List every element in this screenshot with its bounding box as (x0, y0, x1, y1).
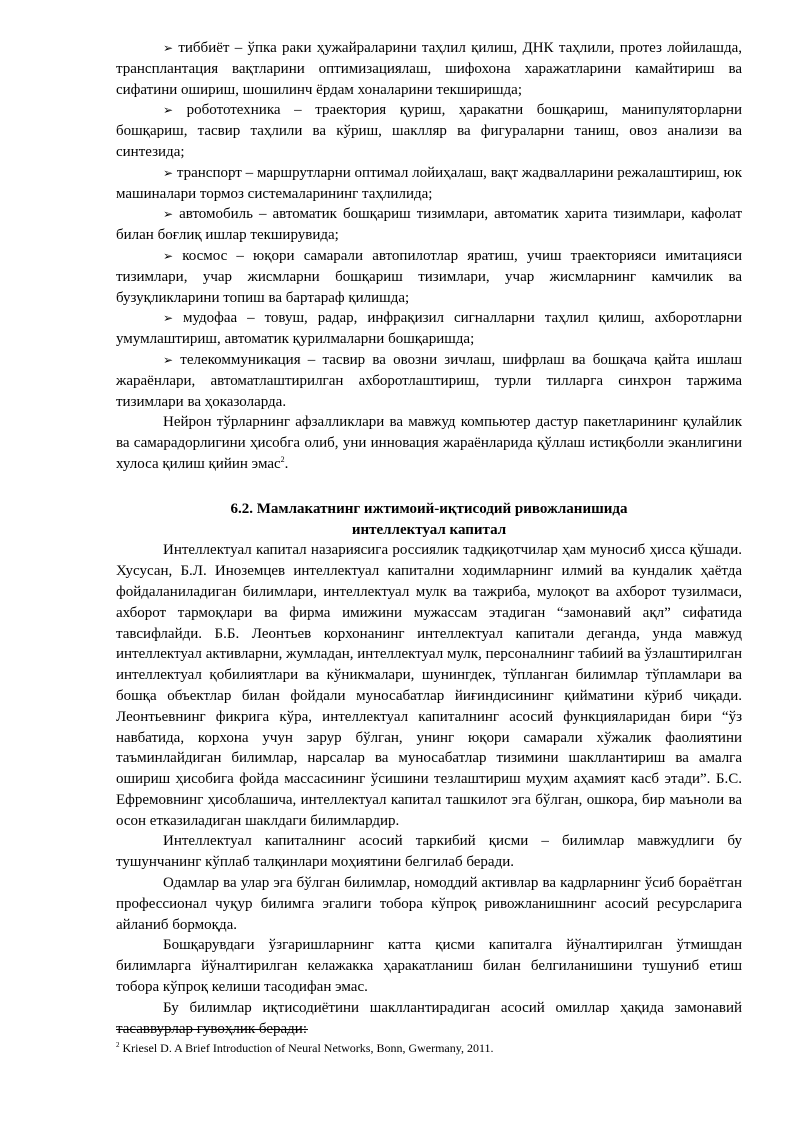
arrow-bullet-icon: ➢ (163, 103, 174, 118)
list-item-text: космос – юқори самарали автопилотлар яратиш, учиш траекторияси имитацияси тизимлари, учар жисмларни бошқариш тизимлари, учар жисмларнинг камчилик ва бузуқликларини топиш ва бартараф қилишда; (116, 247, 742, 306)
arrow-bullet-icon: ➢ (163, 165, 174, 180)
page-content (116, 38, 742, 1039)
footnote-divider (116, 1029, 308, 1030)
section-heading (116, 499, 742, 541)
list-item (116, 308, 742, 350)
footnote-marker: 2 (116, 1041, 120, 1049)
list-item (116, 204, 742, 246)
conclusion-paragraph (116, 412, 742, 474)
arrow-bullet-icon: ➢ (163, 207, 174, 222)
arrow-bullet-icon: ➢ (163, 41, 174, 55)
list-item-text: телекоммуникация – тасвир ва овозни зичлаш, шифрлаш ва бошқача қайта ишлаш жараёнлари, автоматлаштирилган ахборотлаштириш, турли тилларга синхрон таржима тизимлари ва ҳоказоларда. (116, 351, 743, 410)
list-item (116, 350, 742, 412)
footnote (116, 1041, 742, 1056)
list-item (116, 246, 742, 308)
footnote-reference[interactable]: 2 (280, 454, 285, 464)
conclusion-text: Нейрон тўрларнинг афзалликлари ва мавжуд компьютер дастур пакетларининг қулайлик ва самарадорлигини ҳисобга олиб, уни инновация жараёнларида қўллаш истиқболли эканлигини хулоса қилиш қийин эмас (116, 414, 742, 472)
list-item-text: автомобиль – автоматик бошқариш тизимлари, автоматик харита тизимлари, кафолат билан боғлиқ ишлар текширувида; (116, 206, 743, 244)
list-item (116, 163, 742, 205)
list-item-text: транспорт – маршрутларни оптимал лойиҳалаш, вақт жадвалларини режалаштириш, юк машиналари тормоз системаларининг таҳлилида; (116, 164, 742, 202)
body-paragraph: Бошқарувдаги ўзгаришларнинг катта қисми капиталга йўналтирилган ўтмишдан билимларга йўналтирилган келажакка ҳаракатланиш билан белгиланишини тушуниб етиш тобора кўпроқ келиши тасодифан эмас. (116, 937, 742, 996)
list-item-text: тиббиёт – ўпка раки ҳужайраларини таҳлил қилиш, ДНК таҳлили, протез лойилашда, трансплантация вақтларини оптимизациялаш, шифохона харажатларини камайтириш ва сифатини ошириш, шошилинч ёрдам хоналарини текширишда; (116, 40, 742, 98)
application-list (116, 38, 742, 412)
body-paragraph: Интеллектуал капитал назариясига россиялик тадқиқотчилар ҳам муносиб ҳисса қўшади. Хусусан, Б.Л. Иноземцев интеллектуал капитални ходимларнинг илмий ва кундалик ҳаётда фойдаланиладиган билимлари, интеллектуал мулк ва тажриба, мулоқот ва ахборот тузилмаси, ахборот тармоқлари ва фирма имижини мужассам этадиган “замонавий ақл” сифатида тавсифлайди. Б.Б. Леонтьев корхонанинг интеллектуал капитали деганда, унда мавжуд интеллектуал активларни, жумладан, интеллектуал мулк, персоналнинг табиий ва ўзлаштирилган интеллектуал қобилиятлари ва кўникмалари, шунингдек, тўпланган билимлар тўпламлари ва бошқа объектлар билан фойдали муносабатлар йиғиндисининг қийматини кўриб чиқади. Леонтьевнинг фикрига кўра, интеллектуал капиталнинг асосий функцияларидан бири “ўз навбатида, корхона учун зарур бўлган, унинг юқори самарали хўжалик фаолиятини таъминлайдиган билимлар, нарсалар ва муносабатлар тизимини шакллантириш ва амалга ошириш ҳисобига фойда массасининг ўсишини тезлаштириш муҳим аҳамият касб этади”. Б.С. Ефремовнинг ҳисоблашича, интеллектуал капитал ташкилот эга бўлган, ошкора, бир маъноли ва осон етказиладиган шаклдаги билимлардир. (116, 542, 742, 829)
section-heading-line-2: интеллектуал капитал (351, 521, 507, 538)
list-item-text: робототехника – траектория қуриш, ҳаракатни бошқариш, манипуляторларни бошқариш, тасвир таҳлили ва кўриш, шаклляр ва фигураларни таниш, овоз анализи ва синтезида; (116, 102, 742, 160)
arrow-bullet-icon: ➢ (163, 248, 174, 263)
footnote-text: Kriesel D. A Brief Introduction of Neural Networks, Bonn, Gwermany, 2011. (119, 1041, 494, 1055)
conclusion-end: . (284, 455, 289, 472)
body-paragraph: Одамлар ва улар эга бўлган билимлар, номоддий активлар ва кадрларнинг ўсиб бораётган профессионал чуқур билимга эгалиги тобора кўпроқ ривожланишнинг асосий ресурсларига айланиб бормоқда. (116, 875, 742, 933)
body-paragraph: Бу билимлар иқтисодиётини шакллантирадиган асосий омиллар ҳақида замонавий тасаввурлар гувоҳлик беради: (116, 999, 742, 1037)
arrow-bullet-icon: ➢ (163, 352, 174, 367)
arrow-bullet-icon: ➢ (163, 311, 174, 326)
body-paragraph: Интеллектуал капиталнинг асосий таркибий қисми – билимлар мавжудлиги бу тушунчанинг кўплаб талқинлари моҳиятини белгилаб беради. (116, 833, 742, 871)
section-heading-line-1: 6.2. Мамлакатнинг ижтимоий-иқтисодий ривожланишида (230, 500, 628, 517)
list-item (116, 38, 742, 100)
list-item (116, 100, 742, 162)
list-item-text: мудофаа – товуш, радар, инфрақизил сигналларни таҳлил қилиш, ахборотларни умумлаштириш, автоматик қурилмаларни бошқаришда; (116, 310, 742, 348)
